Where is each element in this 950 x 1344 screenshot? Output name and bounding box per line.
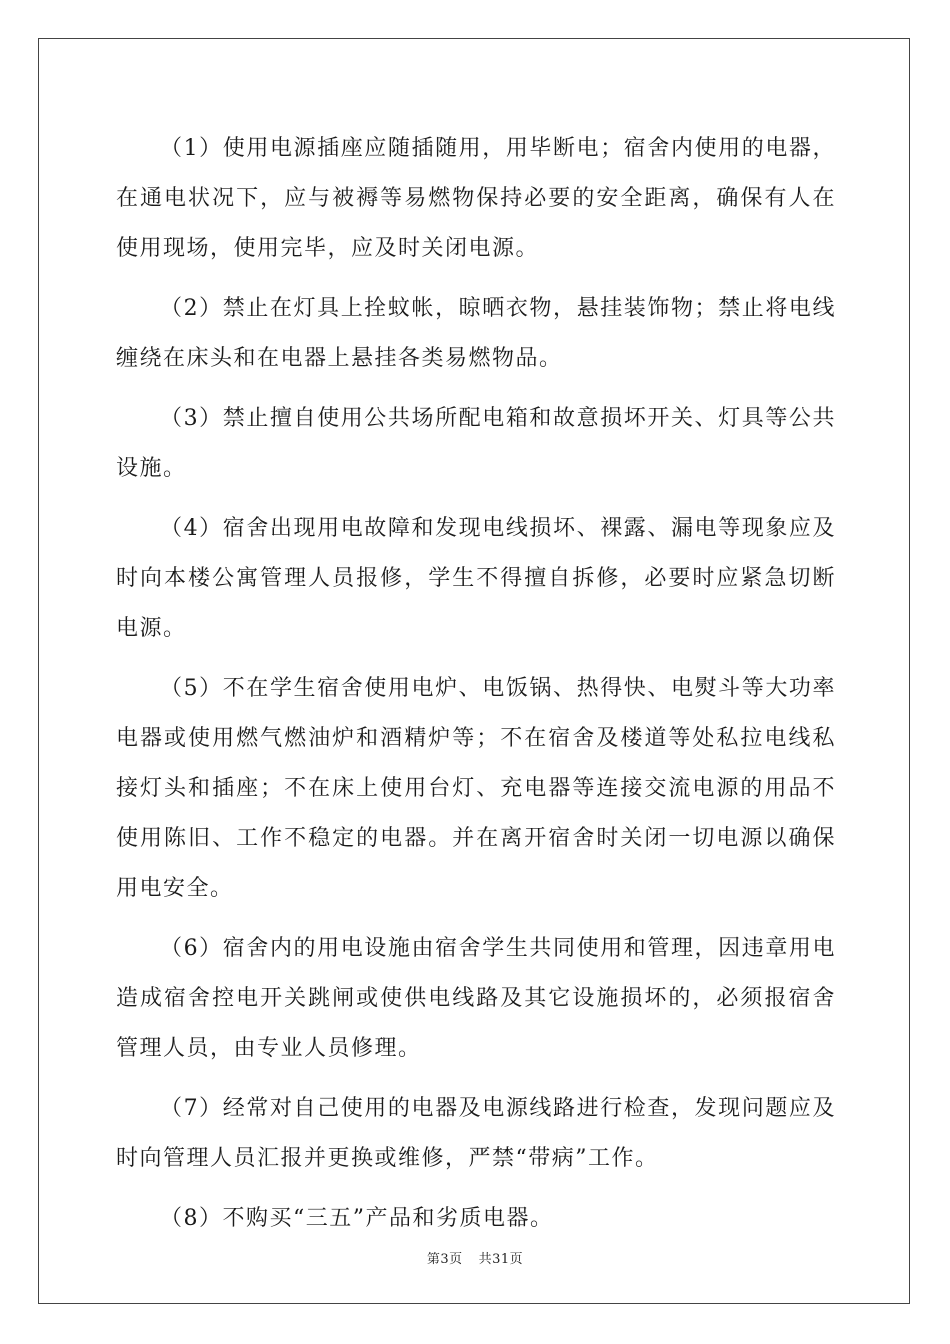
document-body [116, 124, 836, 1254]
paragraph-8: （8）不购买“三五”产品和劣质电器。 [160, 1206, 554, 1231]
paragraph-5: （5）不在学生宿舍使用电炉、电饭锅、热得快、电熨斗等大功率电器或使用燃气燃油炉和酒精炉等；不在宿舍及楼道等处私拉电线私接灯头和插座；不在床上使用台灯、充电器等连接交流电源的用品不使用陈旧、工作不稳定的电器。并在离开宿舍时关闭一切电源以确保用电安全。 [116, 676, 836, 901]
paragraph-4: （4）宿舍出现用电故障和发现电线损坏、裸露、漏电等现象应及时向本楼公寓管理人员报修，学生不得擅自拆修，必要时应紧急切断电源。 [116, 516, 836, 641]
total-pages: 共31页 [478, 1252, 524, 1267]
paragraph-1: （1）使用电源插座应随插随用，用毕断电；宿舍内使用的电器，在通电状况下，应与被褥等易燃物保持必要的安全距离，确保有人在使用现场，使用完毕，应及时关闭电源。 [116, 136, 836, 261]
paragraph-6: （6）宿舍内的用电设施由宿舍学生共同使用和管理，因违章用电造成宿舍控电开关跳闸或使供电线路及其它设施损坏的，必须报宿舍管理人员，由专业人员修理。 [116, 936, 836, 1061]
current-page-number: 第3页 [426, 1252, 463, 1267]
paragraph-2: （2）禁止在灯具上拴蚊帐，晾晒衣物，悬挂装饰物；禁止将电线缠绕在床头和在电器上悬挂各类易燃物品。 [116, 296, 836, 371]
paragraph-3: （3）禁止擅自使用公共场所配电箱和故意损坏开关、灯具等公共设施。 [116, 406, 836, 481]
page-footer [0, 1248, 950, 1267]
paragraph-7: （7）经常对自己使用的电器及电源线路进行检查，发现问题应及时向管理人员汇报并更换或维修，严禁“带病”工作。 [116, 1096, 836, 1171]
